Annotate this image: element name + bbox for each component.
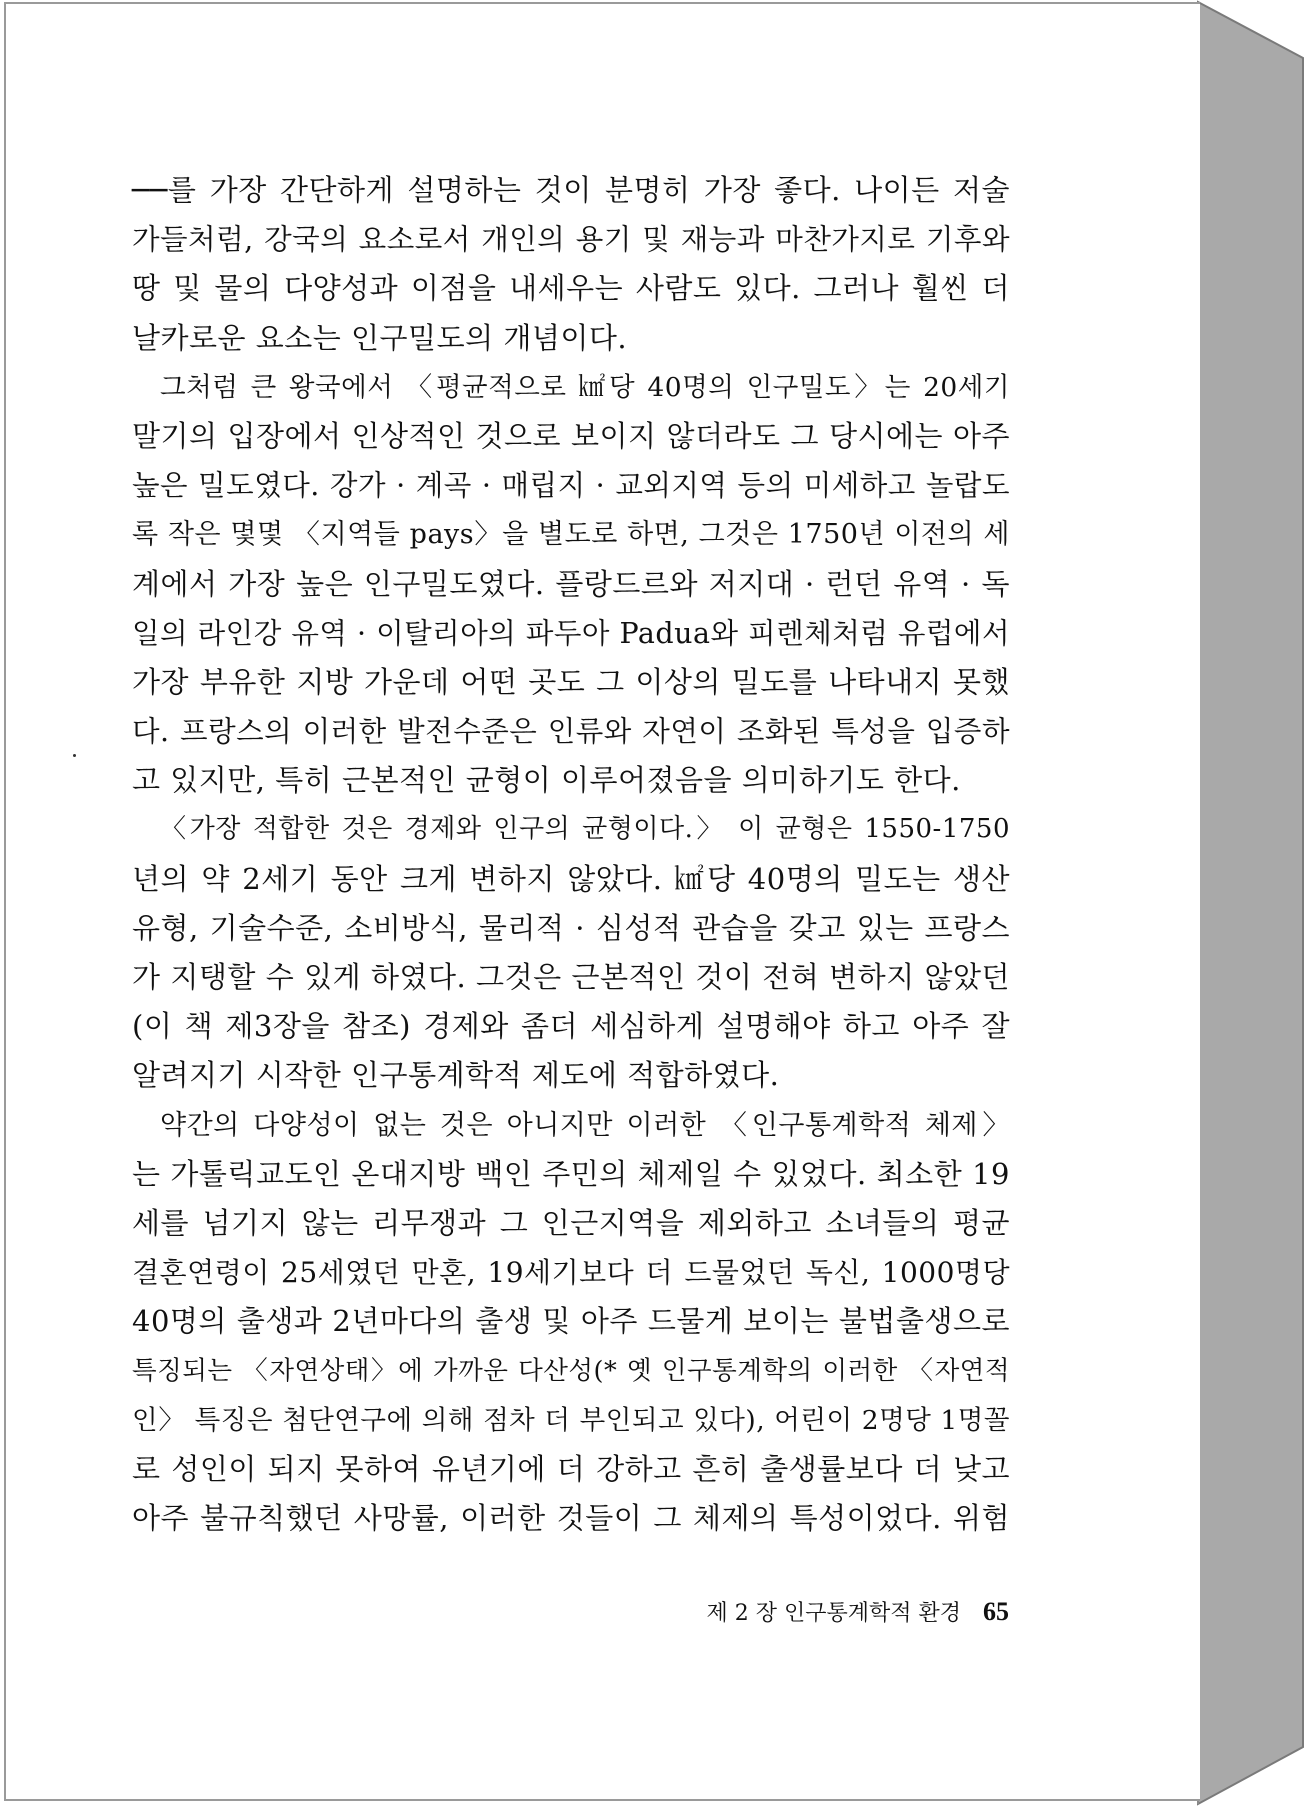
page-number: 65 <box>983 1597 1009 1626</box>
paragraph-4 <box>132 1101 1010 1544</box>
paragraph-2 <box>132 363 1010 806</box>
body-text <box>132 166 1010 1543</box>
text-line: 알려지기 시작한 인구통계학적 제도에 적합하였다. <box>132 1058 780 1093</box>
text-line: ──를 가장 간단하게 설명하는 것이 분명히 가장 좋다. 나이든 저술 <box>132 173 1010 207</box>
text-line: 유형, 기술수준, 소비방식, 물리적 · 심성적 관습을 갖고 있는 프랑스 <box>132 910 1010 945</box>
text-line: 록 작은 몇몇 〈지역들 pays〉을 별도로 하면, 그것은 1750년 이전의 세 <box>132 519 1010 551</box>
chapter-title: 제 2 장 인구통계학적 환경 <box>706 1601 961 1626</box>
text-line: 인〉 특징은 첨단연구에 의해 점차 더 부인되고 있다), 어린이 2명당 1명꼴 <box>132 1404 1010 1436</box>
text-line: (이 책 제3장을 참조) 경제와 좀더 세심하게 설명해야 하고 아주 잘 <box>132 1009 1010 1044</box>
text-line: 는 가톨릭교도인 온대지방 백인 주민의 체제일 수 있었다. 최소한 19 <box>132 1156 1010 1191</box>
text-line: 40명의 출생과 2년마다의 출생 및 아주 드물게 보이는 불법출생으로 <box>132 1304 1010 1339</box>
text-line: 〈가장 적합한 것은 경제와 인구의 균형이다.〉 이 균형은 1550-1750 <box>160 814 1010 845</box>
text-line: 그처럼 큰 왕국에서 〈평균적으로 ㎢당 40명의 인구밀도〉는 20세기 <box>160 371 1010 403</box>
text-line: 특징되는 〈자연상태〉에 가까운 다산성(* 옛 인구통계학의 이러한 〈자연적 <box>132 1355 1010 1386</box>
text-line: 세를 넘기지 않는 리무쟁과 그 인근지역을 제외하고 소녀들의 평균 <box>132 1205 1010 1240</box>
text-line: 땅 및 물의 다양성과 이점을 내세우는 사람도 있다. 그러나 훨씬 더 <box>132 271 1010 306</box>
scan-speck <box>73 754 76 757</box>
text-line: 아주 불규칙했던 사망률, 이러한 것들이 그 체제의 특성이었다. 위험 <box>132 1501 1010 1536</box>
text-line: 결혼연령이 25세였던 만혼, 19세기보다 더 드물었던 독신, 1000명당 <box>132 1256 1010 1290</box>
text-line: 고 있지만, 특히 근본적인 균형이 이루어졌음을 의미하기도 한다. <box>132 763 961 798</box>
text-line: 로 성인이 되지 못하여 유년기에 더 강하고 흔히 출생률보다 더 낮고 <box>132 1451 1010 1486</box>
text-line: 말기의 입장에서 인상적인 것으로 보이지 않더라도 그 당시에는 아주 <box>132 418 1010 453</box>
text-line: 년의 약 2세기 동안 크게 변하지 않았다. ㎢당 40명의 밀도는 생산 <box>132 861 1010 896</box>
paragraph-3 <box>132 805 1010 1100</box>
text-line: 날카로운 요소는 인구밀도의 개념이다. <box>132 320 628 355</box>
text-line: 일의 라인강 유역 · 이탈리아의 파두아 Padua와 피렌체처럼 유럽에서 <box>132 616 1010 650</box>
text-line: 계에서 가장 높은 인구밀도였다. 플랑드르와 저지대 · 런던 유역 · 독 <box>132 566 1010 601</box>
text-line: 가들처럼, 강국의 요소로서 개인의 용기 및 재능과 마찬가지로 기후와 <box>132 223 1010 257</box>
text-line: 가 지탱할 수 있게 하였다. 그것은 근본적인 것이 전혀 변하지 않았던 <box>132 960 1010 994</box>
text-line: 다. 프랑스의 이러한 발전수준은 인류와 자연이 조화된 특성을 입증하 <box>132 715 1010 749</box>
text-line: 가장 부유한 지방 가운데 어떤 곳도 그 이상의 밀도를 나타내지 못했 <box>132 664 1010 699</box>
page-footer <box>707 1596 1010 1627</box>
text-line: 약간의 다양성이 없는 것은 아니지만 이러한 〈인구통계학적 체제〉 <box>160 1109 1010 1141</box>
text-line: 높은 밀도였다. 강가 · 계곡 · 매립지 · 교외지역 등의 미세하고 놀랍도 <box>132 469 1010 503</box>
paragraph-1 <box>132 166 1010 363</box>
